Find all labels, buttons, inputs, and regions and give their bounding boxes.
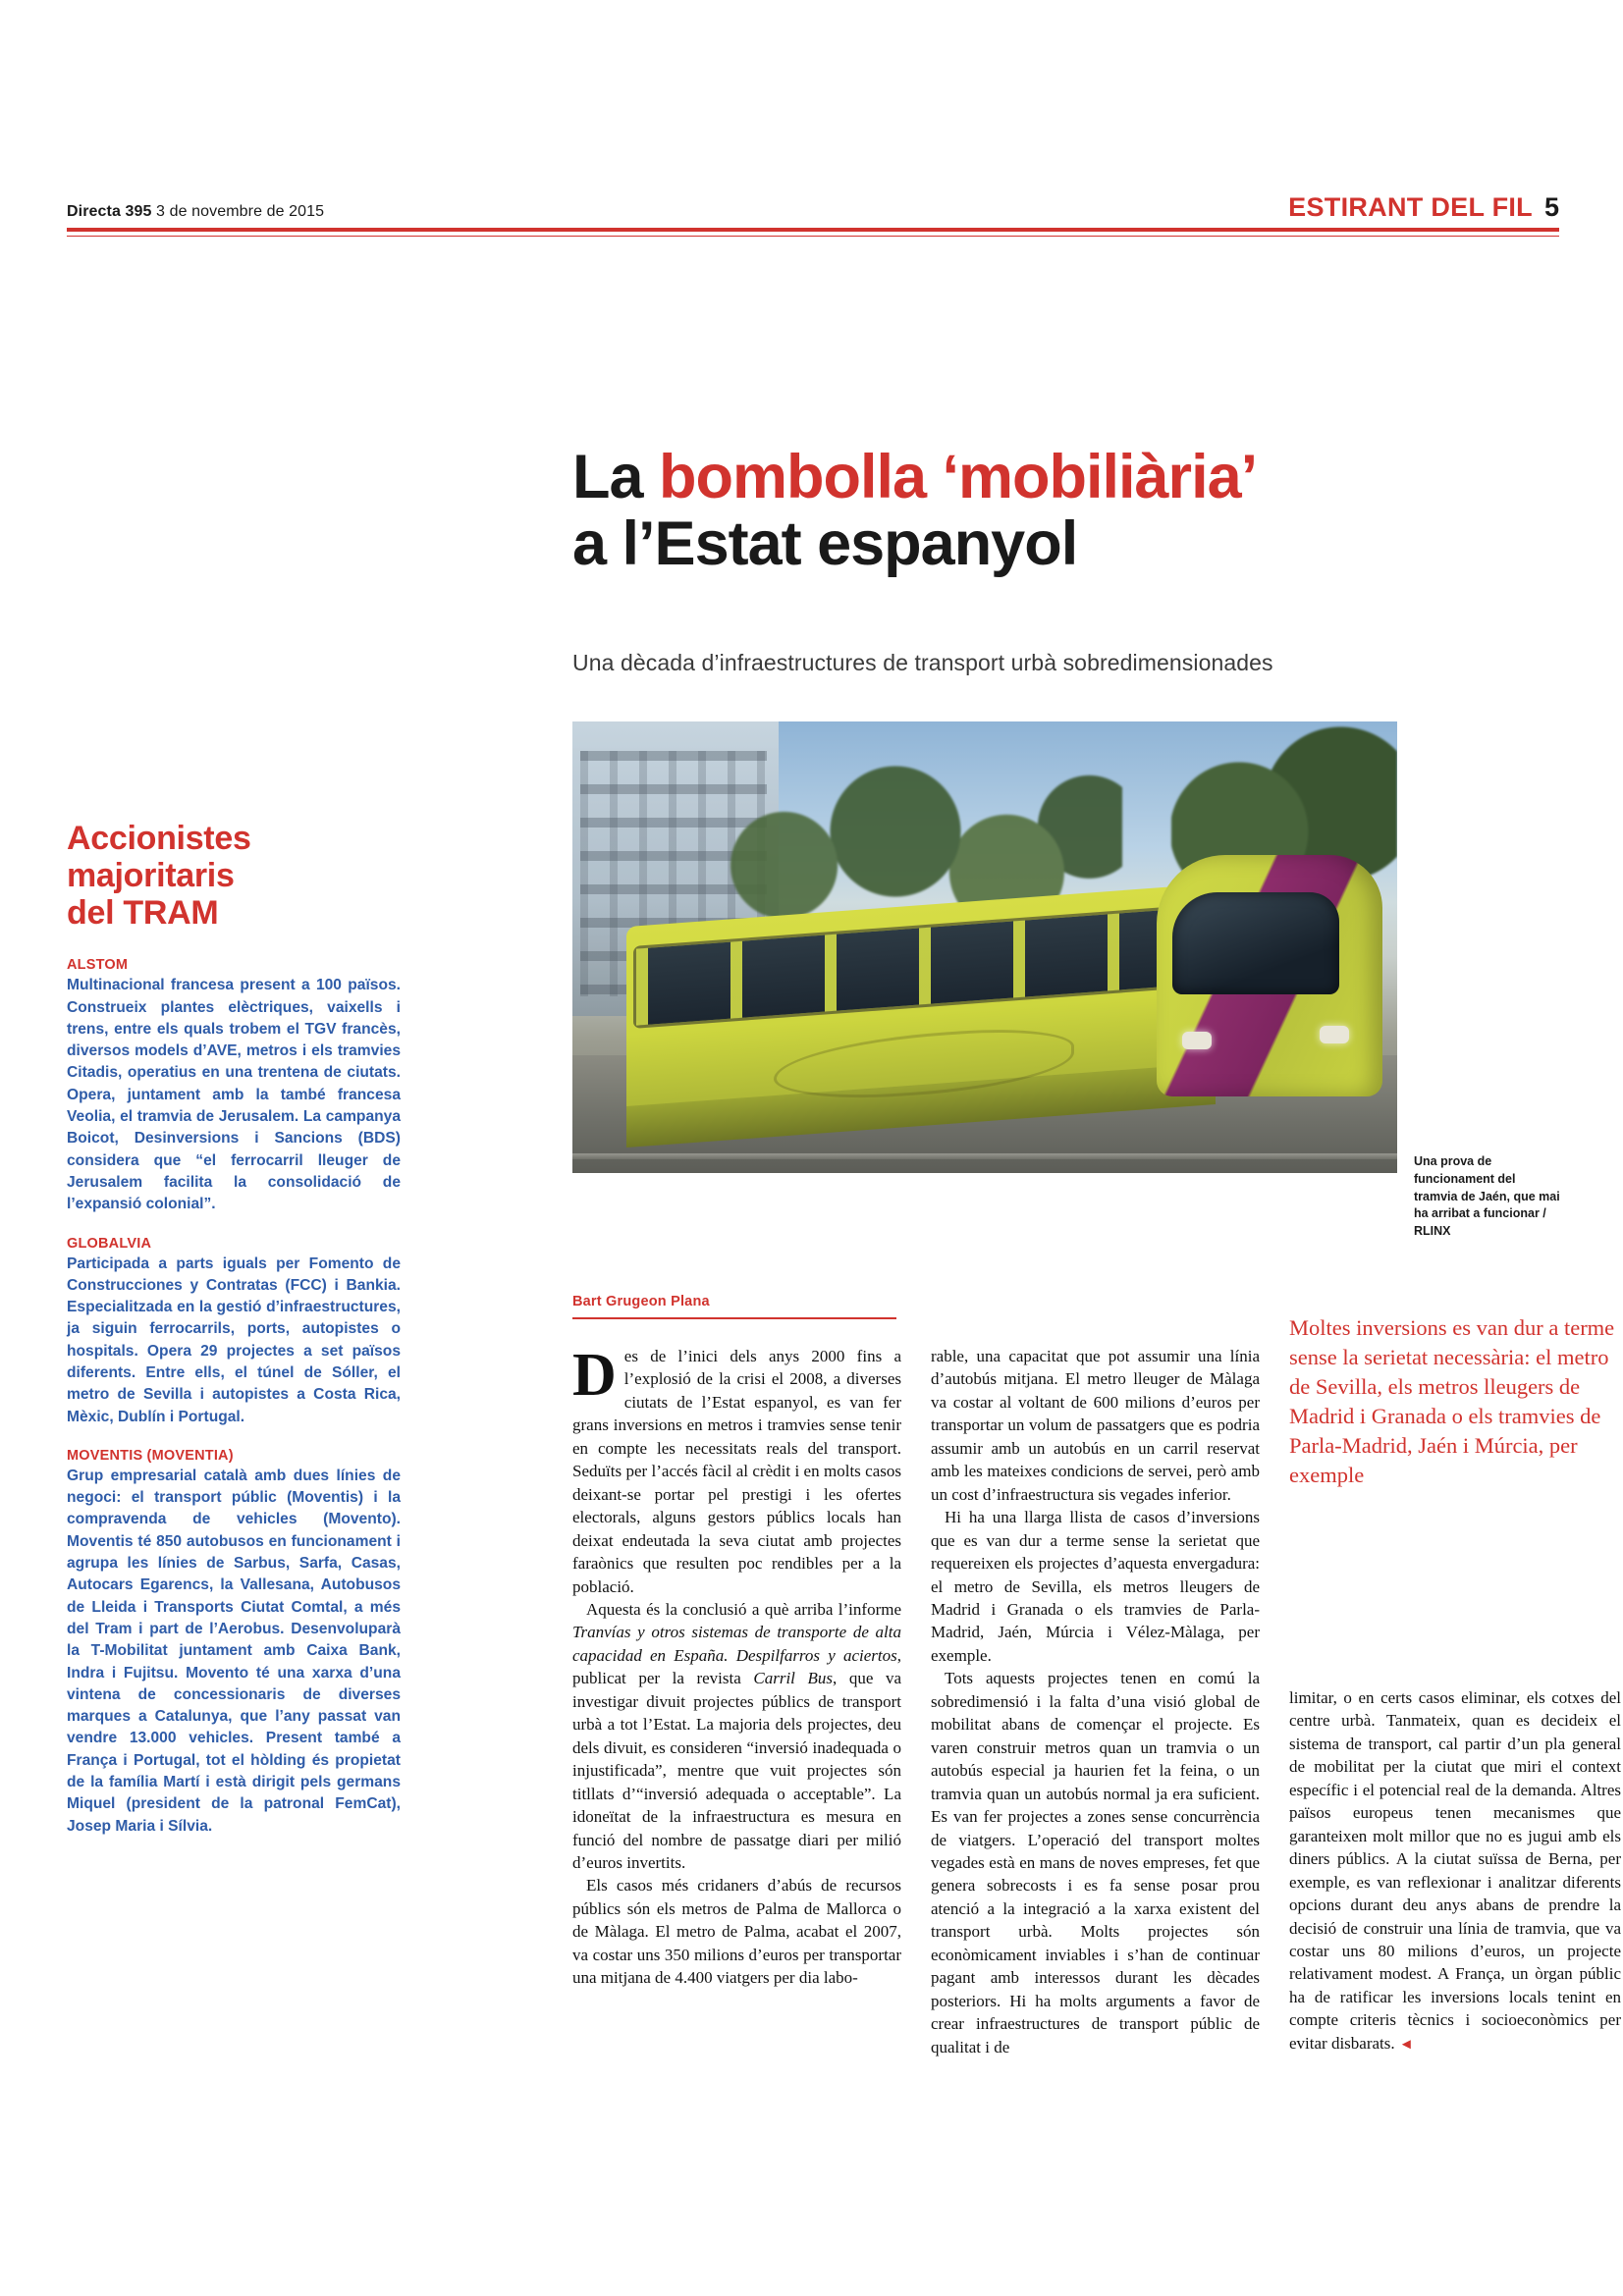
- page-title: [572, 444, 1564, 577]
- sidebar-entry-name: GLOBALVIA: [67, 1235, 152, 1252]
- body-paragraph-text: limitar, o en certs casos eliminar, els cotxes del centre urbà. Tanmateix, quan es decideix el sistema de transport, cal partir d’un pla general de mobilitat per la ciutat que miri el context específic i el potencial real de la demanda. Altres països europeus tenen mecanismes que garanteixen molt millor que no es jugui amb els diners públics. A la ciutat suïssa de Berna, per exemple, es van reflexionar i analitzar diferents opcions durant deu anys abans de prendre la decisió de construir una línia de tramvia, que va costar uns 80 milions d’euros, un projecte relativament modest. A França, un òrgan públic ha de ratificar les inversions locals tenint en compte criteris tècnics i socioeconòmics per evitar disbarats.: [1289, 1688, 1621, 2053]
- sidebar-title: [67, 820, 401, 932]
- photo-rails: [572, 1153, 1397, 1159]
- publication-name: Directa 395: [67, 203, 152, 220]
- sidebar-entry-globalvia: [67, 1236, 401, 1428]
- masthead: [67, 192, 1559, 223]
- byline-author: Bart Grugeon Plana: [572, 1294, 710, 1309]
- headline-line2: a l’Estat espanyol: [572, 509, 1078, 579]
- body-column-2: [931, 1345, 1260, 2058]
- byline-rule: [572, 1317, 896, 1319]
- sidebar-entry-moventis: [67, 1448, 401, 1838]
- sidebar-entry-text: Multinacional francesa present a 100 països. Construeix plantes elèctriques, vaixells i trens, entre els quals trobem el TGV francès, diversos models d’AVE, metros i els tramvies Citadis, operatius en una trentena de ciutats. Opera, juntament amb la també francesa Veolia, el tramvia de Jerusalem. La campanya Boicot, Desinversions i Sancions (BDS) considera que “el ferrocarril lleuger de Jerusalem facilita la consolidació de l’expansió colonial”.: [67, 977, 401, 1213]
- sidebar-title-line2: majoritaris: [67, 857, 235, 895]
- body-paragraph-text: , que va investigar divuit projectes públics de transport urbà a tot l’Estat. La majoria dels projectes, deu dels divuit, es consideren “inversió inadequada o injustificada”, mentre que vuit projectes són titllats d’“inversió adequada o acceptable”. La idoneïtat de la infraestructura es mesura en funció del nombre de passatge diari per milió d’euros invertits.: [572, 1669, 901, 1872]
- photo-caption: Una prova de funcionament del tramvia de Jaén, que mai ha arribat a funcionar / RLINX: [1414, 1154, 1560, 1238]
- header-rule-thin: [67, 236, 1559, 237]
- body-column-3: [1289, 1686, 1621, 2055]
- body-paragraph: Tots aquests projectes tenen en comú la sobredimensió i la falta d’una visió global de mobilitat abans de començar el projecte. Es varen construir metros quan un tramvia o un autobús especial ja haurien fet la feina, o un tramvia quan un autobús normal ja era suficient. Es van fer projectes a zones sense concurrència de viatgers. L’operació del transport moltes vegades està en mans de noves empreses, fet que genera sobrecosts i es fa sense posar prou atenció a la integració a la xarxa existent del transport urbà. Molts projectes són econòmicament inviables i s’han de continuar pagant amb interessos durant les dècades posteriors. Hi ha molts arguments a favor de crear infraestructures de transport públic de qualitat i de: [931, 1669, 1260, 2056]
- masthead-right: [1288, 192, 1559, 223]
- body-paragraph: Hi ha una llarga llista de casos d’inversions que es van dur a terme sense la serietat que requereixen els projectes d’aquesta envergadura: el metro de Sevilla, els metros lleugers de Madrid i Granada o els tramvies de Parla-Madrid, Jaén, Múrcia i Vélez-Màlaga, per exemple.: [931, 1508, 1260, 1665]
- headline-block: [572, 444, 1564, 577]
- body-column-1: [572, 1342, 901, 1990]
- body-paragraph: [1289, 1686, 1621, 2055]
- subheadline: Una dècada d’infraestructures de transport urbà sobredimensionades: [572, 650, 1273, 675]
- sidebar-entry-name: ALSTOM: [67, 957, 129, 974]
- sidebar-entry-name: MOVENTIS (MOVENTIA): [67, 1447, 234, 1464]
- pull-quote: Moltes inversions es van dur a terme sense la serietat necessària: el metro de Sevilla, els metros lleugers de Madrid i Granada o els tramvies de Parla-Madrid, Jaén i Múrcia, per exemple: [1289, 1315, 1615, 1487]
- body-paragraph-text: , publicat per la revista: [572, 1645, 901, 1688]
- masthead-left: [67, 203, 324, 221]
- headline-line1-plain: La: [572, 443, 660, 511]
- sidebar-title-line1: Accionistes: [67, 820, 251, 857]
- publication-date: 3 de novembre de 2015: [156, 203, 325, 220]
- tram-headlight-right: [1320, 1026, 1349, 1043]
- body-paragraph-text: Aquesta és la conclusió a què arriba l’informe: [586, 1599, 901, 1619]
- body-paragraph: [572, 1598, 901, 1874]
- article-end-mark: ◄: [1398, 2036, 1414, 2053]
- body-paragraph-text: es de l’inici dels anys 2000 fins a l’explosió de la crisi el 2008, a diverses ciutats de l’Estat espanyol, es van fer grans inversions en metros i tramvies sense tenir en compte les necessitats reals del transport. Seduïts per l’accés fàcil al crèdit i en molts casos deixant-se portar pel prestigi i les ofertes electorals, alguns gestors públics locals han deixat endeutada la seva ciutat amb projectes faraònics que resulten poc rendibles per a la població.: [572, 1347, 901, 1596]
- sidebar-entry-alstom: [67, 957, 401, 1215]
- sidebar-shareholders: [67, 820, 401, 1857]
- body-paragraph: [572, 1342, 901, 1598]
- tram-windshield: [1172, 892, 1339, 994]
- report-title-italic: Tranvías y otros sistemas de transporte de alta capacidad en España. Despilfarros y aciertos: [572, 1623, 901, 1665]
- sidebar-entry-text: Participada a parts iguals per Fomento de Construcciones y Contratas (FCC) i Bankia. Especialitzada en la gestió d’infraestructures, ja siguin ferrocarrils, ports, autopistes o hospitals. Opera 29 projectes a set països diferents. Entre ells, el túnel de Sóller, el metro de Sevilla i autopistes a Costa Rica, Mèxic, Dublín i Portugal.: [67, 1255, 401, 1425]
- magazine-title-italic: Carril Bus: [753, 1669, 833, 1688]
- sidebar-entry-text: Grup empresarial català amb dues línies de negoci: el transport públic (Moventis) i la compravenda de vehicles (Movento). Moventis té 850 autobusos en funcionament i agrupa les línies de Sarbus, Sarfa, Casas, Autocars Egarencs, la Vallesana, Autobusos de Lleida i Transports Ciutat Comtal, a més del Tram i part de l’Aerobus. Desenvoluparà la T-Mobilitat juntament amb Caixa Bank, Indra i Fujitsu. Movento té una xarxa d’una vintena de concessionaris de diverses marques a Catalunya, que l’any passat van vendre 13.000 vehicles. Present també a França i Portugal, tot el hòlding és propietat de la família Martí i està dirigit pels germans Miquel (president de la patronal FemCat), Josep Maria i Sílvia.: [67, 1467, 401, 1835]
- body-paragraph: Els casos més cridaners d’abús de recursos públics són els metros de Palma de Mallorca o de Màlaga. El metro de Palma, acabat el 2007, va costar uns 350 milions d’euros per transportar una mitjana de 4.400 viatgers per dia labo-: [572, 1876, 901, 1988]
- section-title: ESTIRANT DEL FIL: [1288, 192, 1533, 222]
- article-photo: [572, 721, 1397, 1173]
- body-paragraph: rable, una capacitat que pot assumir una línia d’autobús mitjana. El metro lleuger de Màlaga va costar al voltant de 600 milions d’euros per transportar un volum de passatgers que es podria assumir amb un autobús en un carril reservat amb les mateixes condicions de servei, però amb un cost d’infraestructura sis vegades inferior.: [931, 1347, 1260, 1504]
- sidebar-title-line3: del TRAM: [67, 894, 219, 933]
- headline-line1-red: bombolla ‘mobiliària’: [659, 443, 1258, 511]
- drop-cap: D: [572, 1342, 617, 1409]
- header-rule-thick: [67, 228, 1559, 232]
- photo-tram: [626, 839, 1373, 1134]
- photo-scene: [572, 721, 1397, 1173]
- byline: [572, 1294, 896, 1319]
- page-number: 5: [1543, 192, 1559, 222]
- tram-headlight-left: [1182, 1032, 1212, 1049]
